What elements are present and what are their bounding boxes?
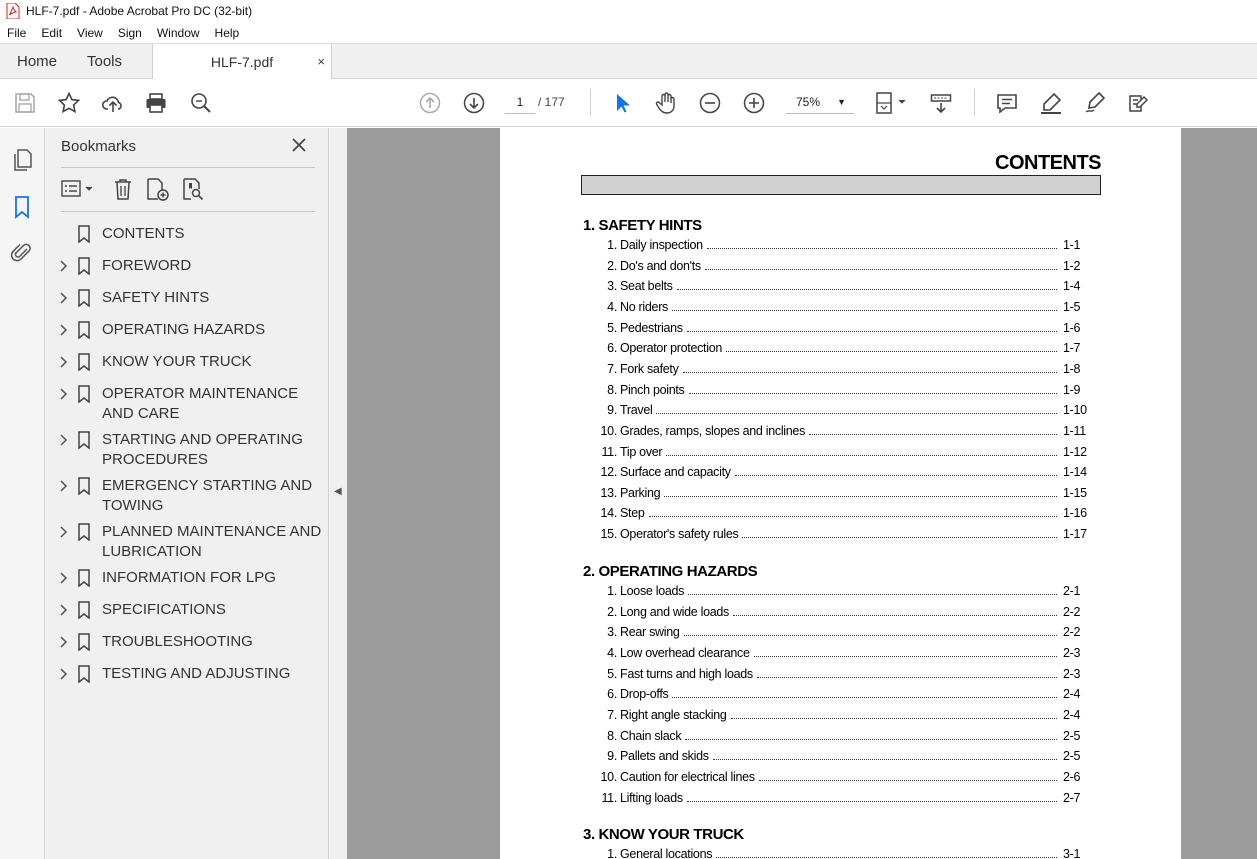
- chevron-right-icon[interactable]: [57, 386, 71, 402]
- menu-bar: [0, 22, 1257, 43]
- toc-entry-page: 2-4: [1063, 707, 1081, 722]
- bookmark-planned-maintenance[interactable]: [45, 522, 329, 562]
- toc-section-heading[interactable]: 1. SAFETY HINTS: [583, 217, 702, 234]
- find-bookmark-icon[interactable]: [181, 177, 205, 201]
- toolbar: [0, 79, 1257, 127]
- chevron-right-icon[interactable]: [57, 354, 71, 370]
- zoom-in-icon[interactable]: [742, 91, 766, 115]
- toc-entry-title: Travel: [620, 403, 653, 418]
- toc-entry-page: 1-17: [1063, 527, 1087, 542]
- bookmark-label: EMERGENCY STARTING AND TOWING: [102, 477, 313, 514]
- dot-leader: [672, 310, 1057, 311]
- collapse-arrow-icon[interactable]: ◀: [334, 486, 342, 497]
- toc-entry[interactable]: [590, 506, 1095, 526]
- toc-entry-number: 4.: [607, 645, 617, 660]
- toc-entry-page: 2-4: [1063, 687, 1081, 702]
- fill-sign-icon[interactable]: [1126, 91, 1150, 115]
- bookmark-label: OPERATING HAZARDS: [102, 321, 266, 338]
- toc-entry-number: 15.: [600, 527, 617, 542]
- toc-entry[interactable]: [590, 646, 1095, 666]
- chevron-right-icon[interactable]: [57, 258, 71, 274]
- menu-edit[interactable]: Edit: [41, 25, 63, 40]
- bookmark-options-icon[interactable]: [61, 177, 97, 201]
- window-title: HLF-7.pdf - Adobe Acrobat Pro DC (32-bit): [26, 4, 253, 18]
- toc-entry-number: 11.: [601, 790, 617, 805]
- toc-entry-title: Seat belts: [620, 279, 673, 294]
- dot-leader: [809, 434, 1057, 435]
- toc-entry-title: Daily inspection: [620, 238, 703, 252]
- bookmark-operator-maintenance[interactable]: [45, 384, 329, 424]
- toc-entry-number: 9.: [607, 749, 617, 764]
- divider: [61, 211, 315, 212]
- navigation-rail: [0, 128, 45, 859]
- previous-page-icon[interactable]: [418, 91, 442, 115]
- toc-entry-title: Right angle stacking: [620, 707, 727, 722]
- toc-entry-title: Drop-offs: [620, 687, 669, 702]
- dot-leader: [687, 331, 1057, 332]
- toc-entry[interactable]: [590, 527, 1095, 547]
- tab-home[interactable]: Home: [16, 53, 57, 70]
- toc-entry[interactable]: [590, 238, 1095, 258]
- toc-entry-title: Rear swing: [620, 625, 680, 640]
- toc-entry-number: 7.: [607, 707, 617, 722]
- chevron-right-icon[interactable]: [57, 432, 71, 448]
- dot-leader: [726, 351, 1057, 352]
- toc-entry-page: 3-1: [1063, 847, 1081, 859]
- dot-leader: [666, 455, 1057, 456]
- dot-leader: [713, 759, 1057, 760]
- toc-entry[interactable]: [590, 667, 1095, 687]
- zoom-search-icon[interactable]: [189, 91, 213, 115]
- toc-entry[interactable]: [590, 424, 1095, 444]
- bookmarks-panel: [45, 128, 329, 859]
- toc-entry[interactable]: [590, 847, 1095, 859]
- toc-entry-title: Low overhead clearance: [620, 645, 750, 660]
- toc-entry[interactable]: [590, 300, 1095, 320]
- bookmark-specifications[interactable]: [45, 600, 329, 620]
- toc-entry[interactable]: [590, 791, 1095, 811]
- toc-entry-page: 2-5: [1063, 728, 1081, 743]
- toc-entry-page: 1-7: [1063, 341, 1081, 356]
- bookmark-label: FOREWORD: [102, 257, 192, 274]
- toc-entry-page: 1-10: [1063, 403, 1087, 418]
- toc-entry-number: 10.: [600, 769, 617, 784]
- bookmark-label: SPECIFICATIONS: [102, 601, 226, 618]
- chevron-down-icon: ▼: [837, 97, 846, 107]
- dot-leader: [731, 718, 1057, 719]
- pdf-app-icon: [6, 3, 20, 19]
- toc-entry[interactable]: [590, 445, 1095, 465]
- toc-entry[interactable]: [590, 605, 1095, 625]
- toc-entry-number: 13.: [600, 485, 617, 500]
- toc-entry-title: Pallets and skids: [620, 749, 709, 764]
- menu-help[interactable]: Help: [214, 25, 240, 40]
- bookmarks-panel-icon[interactable]: [10, 195, 34, 219]
- toc-entry-title: Long and wide loads: [620, 604, 729, 619]
- toc-entry-page: 2-2: [1063, 625, 1081, 640]
- dot-leader: [733, 615, 1057, 616]
- chevron-right-icon[interactable]: [57, 478, 71, 494]
- bookmark-icon: [77, 523, 91, 541]
- scroll-mode-icon[interactable]: [929, 91, 953, 115]
- zoom-out-icon[interactable]: [698, 91, 722, 115]
- toc-entry[interactable]: [590, 687, 1095, 707]
- toc-entry-number: 9.: [607, 403, 617, 418]
- dot-leader: [685, 739, 1057, 740]
- title-bar: [0, 0, 1257, 22]
- attachments-icon[interactable]: [10, 240, 34, 264]
- toc-entry-number: 10.: [600, 423, 617, 438]
- toolbar-separator: [974, 89, 975, 117]
- toc-entry[interactable]: [590, 770, 1095, 790]
- dot-leader: [759, 780, 1057, 781]
- toc-entry-page: 2-5: [1063, 749, 1081, 764]
- draw-pen-icon[interactable]: [1083, 91, 1107, 115]
- toc-entry[interactable]: [590, 625, 1095, 645]
- toc-entry-number: 14.: [600, 506, 617, 521]
- toc-entry-title: Fast turns and high loads: [620, 666, 753, 681]
- star-icon[interactable]: [57, 91, 81, 115]
- toc-entry-page: 1-2: [1063, 258, 1081, 273]
- toc-entry-page: 2-7: [1063, 790, 1081, 805]
- dot-leader: [757, 677, 1057, 678]
- bookmark-icon: [77, 665, 91, 683]
- toc-entry[interactable]: [590, 465, 1095, 485]
- toc-entry-number: 11.: [601, 444, 617, 459]
- toc-entry[interactable]: [590, 584, 1095, 604]
- toc-entry-title: Operator's safety rules: [620, 527, 739, 542]
- dot-leader: [705, 269, 1057, 270]
- toc-section-heading[interactable]: 2. OPERATING HAZARDS: [583, 563, 758, 580]
- toc-entry-title: Chain slack: [620, 728, 682, 743]
- chevron-right-icon[interactable]: [57, 666, 71, 682]
- bookmark-label: OPERATOR MAINTENANCE AND CARE: [102, 385, 299, 422]
- toc-entry[interactable]: [590, 362, 1095, 382]
- bookmark-operating-hazards[interactable]: [45, 320, 329, 340]
- toc-entry-number: 6.: [607, 687, 617, 702]
- chevron-right-icon[interactable]: [57, 524, 71, 540]
- toc-entry-number: 7.: [607, 361, 617, 376]
- toc-entry-page: 2-6: [1063, 769, 1081, 784]
- title-rule-bar: [581, 175, 1101, 195]
- page-thumbnails-icon[interactable]: [10, 148, 34, 172]
- document-title: CONTENTS: [995, 152, 1101, 174]
- bookmark-icon: [77, 257, 91, 275]
- menu-file[interactable]: File: [7, 25, 27, 40]
- toc-entry-title: Pinch points: [620, 382, 685, 397]
- toc-entry-number: 3.: [607, 625, 617, 640]
- toc-entry-title: Tip over: [620, 444, 663, 459]
- toc-entry-page: 2-3: [1063, 666, 1081, 681]
- select-cursor-icon[interactable]: [610, 91, 634, 115]
- toc-entry-number: 4.: [607, 299, 617, 314]
- toc-entry-title: General locations: [620, 847, 713, 859]
- bookmark-safety-hints[interactable]: [45, 288, 329, 308]
- toc-entry-title: Step: [620, 506, 645, 521]
- bookmark-label: KNOW YOUR TRUCK: [102, 353, 252, 370]
- dot-leader: [656, 413, 1057, 414]
- save-icon[interactable]: [13, 91, 37, 115]
- toc-entry-page: 1-15: [1063, 485, 1087, 500]
- toc-entry[interactable]: [590, 259, 1095, 279]
- delete-bookmark-icon[interactable]: [111, 177, 135, 201]
- tab-bar: [0, 43, 1257, 79]
- zoom-value: 75%: [796, 95, 821, 109]
- toc-entry-title: Lifting loads: [620, 790, 683, 805]
- bookmark-icon: [77, 569, 91, 587]
- tab-tools[interactable]: Tools: [87, 53, 123, 70]
- toc-entry[interactable]: [590, 486, 1095, 506]
- toc-entry-title: Do's and don'ts: [620, 258, 701, 273]
- bookmark-emergency-starting[interactable]: [45, 476, 329, 516]
- menu-sign[interactable]: Sign: [117, 25, 142, 40]
- toc-entry-page: 1-8: [1063, 361, 1081, 376]
- toc-entry-page: 1-9: [1063, 382, 1081, 397]
- chevron-right-icon[interactable]: [57, 602, 71, 618]
- page-number-input[interactable]: 1: [505, 90, 535, 114]
- dot-leader: [664, 496, 1057, 497]
- bookmark-label: TROUBLESHOOTING: [102, 633, 253, 650]
- dot-leader: [735, 475, 1057, 476]
- toc-entry[interactable]: [590, 279, 1095, 299]
- print-icon[interactable]: [144, 91, 168, 115]
- chevron-right-icon[interactable]: [57, 322, 71, 338]
- toc-entry-page: 1-16: [1063, 506, 1087, 521]
- toc-entry-page: 2-2: [1063, 604, 1081, 619]
- toc-entry-number: 5.: [607, 666, 617, 681]
- toc-entry-title: Surface and capacity: [620, 465, 731, 480]
- dot-leader: [677, 289, 1057, 290]
- toc-entry[interactable]: [590, 403, 1095, 423]
- toc-entry[interactable]: [590, 729, 1095, 749]
- toc-entry-number: 3.: [607, 279, 617, 294]
- toc-entry-title: Caution for electrical lines: [620, 769, 755, 784]
- toc-entry-number: 2.: [607, 604, 617, 619]
- toc-entry-page: 1-4: [1063, 279, 1081, 294]
- toc-entry-page: 1-12: [1063, 444, 1087, 459]
- tab-close-icon[interactable]: ×: [317, 54, 325, 69]
- bookmark-starting-operating[interactable]: [45, 430, 329, 470]
- toc-entry[interactable]: [590, 341, 1095, 361]
- toc-entry-number: 12.: [600, 465, 617, 480]
- toc-entry-title: Pedestrians: [620, 320, 683, 335]
- tab-document[interactable]: [152, 44, 332, 80]
- toc-entry-page: 2-1: [1063, 584, 1081, 598]
- toc-entry-number: 1.: [607, 584, 617, 598]
- bookmark-label: SAFETY HINTS: [102, 289, 210, 306]
- toc-entry-title: Fork safety: [620, 361, 679, 376]
- dot-leader: [716, 857, 1057, 858]
- bookmark-label: CONTENTS: [102, 225, 185, 242]
- bookmark-icon: [77, 477, 91, 495]
- tab-document-label: HLF-7.pdf: [210, 54, 274, 70]
- bookmark-icon: [77, 353, 91, 371]
- dot-leader: [688, 594, 1057, 595]
- bookmark-know-your-truck[interactable]: [45, 352, 329, 372]
- bookmark-contents[interactable]: [45, 224, 329, 244]
- zoom-select[interactable]: [786, 90, 854, 114]
- toc-entry-title: No riders: [620, 299, 669, 314]
- bookmark-icon: [77, 321, 91, 339]
- toc-entry-title: Grades, ramps, slopes and inclines: [620, 423, 806, 438]
- toc-entry-number: 2.: [607, 258, 617, 273]
- cloud-upload-icon[interactable]: [101, 91, 125, 115]
- highlight-pen-icon[interactable]: [1039, 91, 1063, 115]
- toolbar-separator: [590, 89, 591, 117]
- bookmark-icon: [77, 431, 91, 449]
- close-icon[interactable]: [290, 136, 308, 154]
- comment-icon[interactable]: [995, 91, 1019, 115]
- bookmark-testing-adjusting[interactable]: [45, 664, 329, 684]
- chevron-right-icon[interactable]: [57, 570, 71, 586]
- bookmark-icon: [77, 601, 91, 619]
- bookmark-foreword[interactable]: [45, 256, 329, 276]
- toc-entry-number: 1.: [607, 238, 617, 252]
- chevron-right-icon[interactable]: [57, 290, 71, 306]
- bookmark-label: PLANNED MAINTENANCE AND LUBRICATION: [102, 523, 322, 560]
- toc-entry-page: 1-11: [1063, 423, 1086, 438]
- toc-entry-page: 1-14: [1063, 465, 1087, 480]
- bookmark-label: TESTING AND ADJUSTING: [102, 665, 291, 682]
- toc-entry-number: 5.: [607, 320, 617, 335]
- bookmark-icon: [77, 225, 91, 243]
- new-bookmark-icon[interactable]: [145, 177, 171, 201]
- chevron-right-icon[interactable]: [57, 634, 71, 650]
- toc-section-heading[interactable]: 3. KNOW YOUR TRUCK: [583, 826, 744, 843]
- bookmark-icon: [77, 633, 91, 651]
- panel-collapse-handle[interactable]: [329, 128, 347, 859]
- toc-entry-page: 1-1: [1063, 238, 1081, 252]
- toc-entry-number: 8.: [607, 728, 617, 743]
- toc-entry-number: 1.: [607, 847, 617, 859]
- dot-leader: [707, 248, 1057, 249]
- bookmark-troubleshooting[interactable]: [45, 632, 329, 652]
- toc-entry-title: Parking: [620, 485, 661, 500]
- dot-leader: [754, 656, 1057, 657]
- dot-leader: [683, 372, 1057, 373]
- bookmark-label: INFORMATION FOR LPG: [102, 569, 276, 586]
- hand-tool-icon[interactable]: [654, 91, 678, 115]
- menu-window[interactable]: Window: [156, 25, 200, 40]
- dot-leader: [649, 516, 1057, 517]
- toc-entry-page: 2-3: [1063, 645, 1081, 660]
- toc-entry[interactable]: [590, 708, 1095, 728]
- next-page-icon[interactable]: [462, 91, 486, 115]
- bookmarks-title: Bookmarks: [61, 138, 137, 155]
- toc-entry-title: Loose loads: [620, 584, 685, 598]
- toc-entry[interactable]: [590, 383, 1095, 403]
- menu-view[interactable]: View: [77, 25, 103, 40]
- document-viewer[interactable]: [347, 128, 1257, 859]
- toc-entry-number: 6.: [607, 341, 617, 356]
- page-total: / 177: [538, 95, 565, 109]
- spacer: [57, 226, 71, 242]
- page-fit-icon[interactable]: [874, 91, 908, 115]
- toc-entry-title: Operator protection: [620, 341, 722, 356]
- bookmark-icon: [77, 385, 91, 403]
- dot-leader: [689, 393, 1058, 394]
- toc-entry[interactable]: [590, 321, 1095, 341]
- toc-entry-page: 1-6: [1063, 320, 1081, 335]
- toc-entry[interactable]: [590, 749, 1095, 769]
- divider: [61, 167, 315, 168]
- toc-entry-page: 1-5: [1063, 299, 1081, 314]
- dot-leader: [687, 801, 1057, 802]
- bookmark-information-lpg[interactable]: [45, 568, 329, 588]
- dot-leader: [672, 697, 1057, 698]
- dot-leader: [684, 635, 1057, 636]
- dot-leader: [742, 537, 1057, 538]
- bookmark-icon: [77, 289, 91, 307]
- pdf-page: [500, 128, 1181, 859]
- toc-entry-number: 8.: [607, 382, 617, 397]
- bookmark-list: [45, 224, 329, 696]
- bookmark-label: STARTING AND OPERATING PROCEDURES: [102, 431, 303, 468]
